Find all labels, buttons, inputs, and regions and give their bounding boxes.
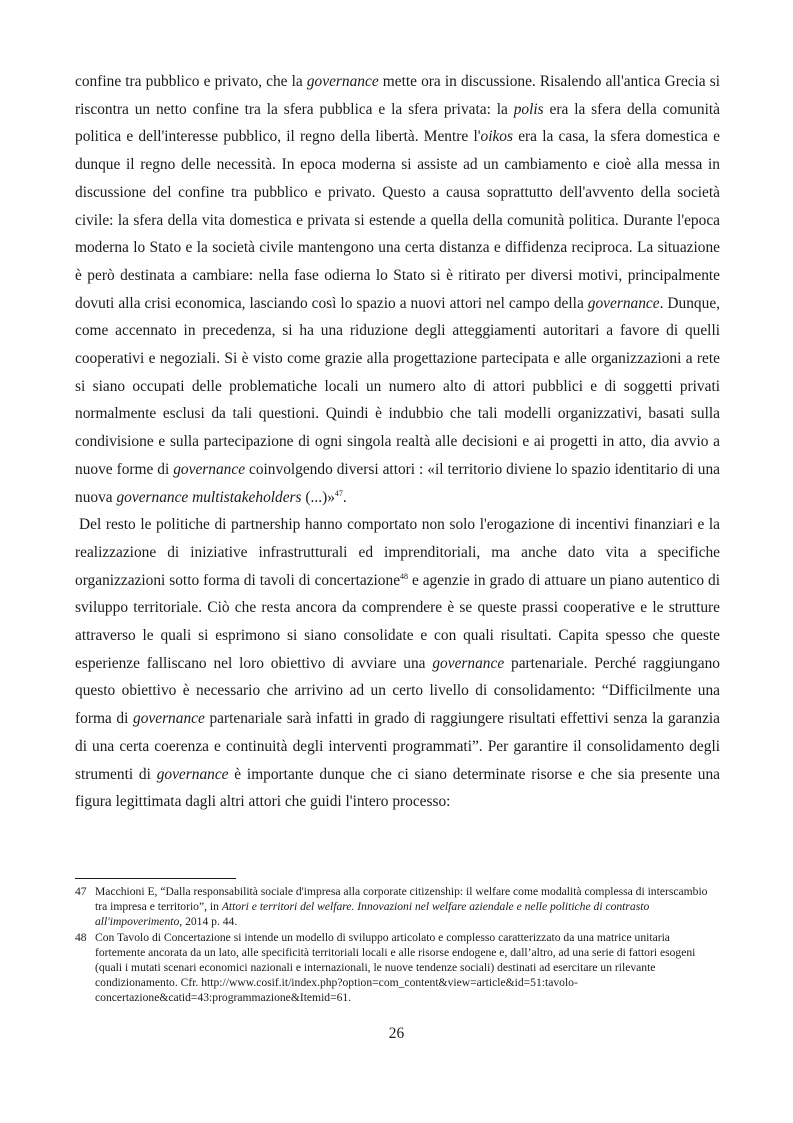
footnote-text: [95, 884, 720, 929]
footnote-separator: [75, 878, 236, 879]
text-run: partenariale sarà infatti in grado di raggiungere risultati effettivi senza la garanzia di una certa coerenza e continuità degli interventi programmati”. Per garantire il consolidamento degli strumenti di: [75, 710, 721, 783]
paragraph-1: [75, 68, 720, 511]
text-run: (...)»: [301, 488, 335, 506]
italic-term: polis: [513, 100, 544, 118]
italic-term: governance: [133, 710, 205, 728]
text-run: confine tra pubblico e privato, che la: [75, 73, 307, 90]
italic-term: governance: [432, 654, 505, 672]
text-run: era la sfera della comunità politica e dell'interesse pubblico, il regno della libertà. Mentre l': [75, 100, 721, 146]
text-run: partenariale. Perché raggiungano questo obiettivo è necessario che arrivino ad un certo livello di consolidamento: “Difficilmente una forma di: [75, 654, 720, 728]
footnotes: [75, 884, 720, 1006]
footnote-number: 48: [75, 931, 87, 944]
text-run: mette ora in discussione. Risalendo all'antica Grecia si riscontra un netto confine tra la sfera pubblica e la sfera privata: la: [75, 73, 720, 118]
text-run: Del resto le politiche di partnership hanno comportato non solo l'erogazione di incentivi finanziari e la realizzazione di iniziative infrastrutturali ed imprenditoriali, ma anche dato vita a specifiche organizzazioni sotto forma di tavoli di concertazione: [75, 516, 720, 589]
paragraph-2: [75, 511, 720, 816]
body-text: [75, 68, 720, 816]
footnote-48: [75, 930, 720, 1005]
italic-term: governance: [156, 765, 229, 783]
text-run: .: [342, 488, 347, 506]
italic-term: governance multistakeholders: [116, 488, 302, 506]
text-run: era la casa, la sfera domestica e dunque il regno delle necessità. In epoca moderna si assiste ad un cambiamento e cioè alla messa in discussione del confine tra pubblico e privato. Questo a causa soprattutto dell'avvento della società civile: la sfera della vita domestica e privata si estende a quella della comunità politica. Durante l'epoca moderna lo Stato e la società civile mantengono una certa distanza e diffidenza reciproca. La situazione è però destinata a cambiare: nella fase odierna lo Stato si è ritirato per diversi motivi, principalmente dovuti alla crisi economica, lasciando così lo spazio a nuovi attori nel campo della: [75, 128, 720, 312]
page-number: 26: [388, 1025, 405, 1042]
italic-term: governance: [173, 460, 246, 478]
text-run: . Dunque, come accennato in precedenza, si ha una riduzione degli atteggiamenti autoritari a favore di quelli cooperativi e negoziali. Si è visto come grazie alla progettazione partecipata e alle organizzazioni a rete si siano occupati delle problematiche locali un numero alto di attori pubblici e di soggetti privati normalmente esclusi da tali questioni. Quindi è indubbio che tali modelli organizzativi, basati sulla condivisione e sulla partecipazione di ogni singola realtà alle decisioni e ai progetti in atto, dia avvio a nuove forme di: [75, 294, 720, 478]
footnote-number: 47: [75, 885, 87, 898]
footnote-ref-47[interactable]: 47: [334, 488, 343, 498]
text-run: e agenzie in grado di attuare un piano autentico di sviluppo territoriale. Ciò che resta ancora da comprendere è se queste prassi cooperative e le strutture attraverso le quali si esprimono si siano consolidate e con quali risultati. Capita spesso che queste esperienze falliscano nel loro obiettivo di avviare una: [75, 571, 720, 672]
footnote-47: [75, 884, 720, 929]
footnote-ref-48[interactable]: 48: [400, 571, 409, 581]
text-run: Con Tavolo di Concertazione si intende un modello di sviluppo articolato e complesso caratterizzato da una matrice unitaria fortemente ancorata da un lato, alle specificità territoriali locali e alle risorse endogene e, dall’altro, ad una serie di fattori esogeni (quali i mutati scenari economici nazionali e internazionali, le nuove tendenze sociali) destinati ad esercitare un rilevante condizionamento. Cfr. http://www.cosif.it/index.php?option=com_content&view=article&id=51:tavolo-concertazione&catid=43:programmazione&Itemid=61.: [95, 931, 696, 1004]
italic-term: governance: [306, 73, 379, 90]
italic-term: oikos: [480, 128, 513, 146]
italic-title: Attori e territori del welfare. Innovazioni nel welfare aziendale e nelle politiche di contrasto all'impoverimento,: [95, 900, 650, 928]
text-run: è importante dunque che ci siano determinate risorse e che sia presente una figura legittimata dagli altri attori che guidi l'intero processo:: [75, 765, 720, 811]
text-run: 2014 p. 44.: [182, 915, 238, 928]
italic-term: governance: [587, 294, 660, 312]
footnote-text: [95, 930, 720, 1005]
text-run: coinvolgendo diversi attori : «il territorio diviene lo spazio identitario di una nuova: [75, 460, 721, 506]
text-run: Macchioni E, “Dalla responsabilità sociale d'impresa alla corporate citizenship: il welfare come modalità complessa di interscambio tra impresa e territorio”, in: [95, 885, 708, 913]
